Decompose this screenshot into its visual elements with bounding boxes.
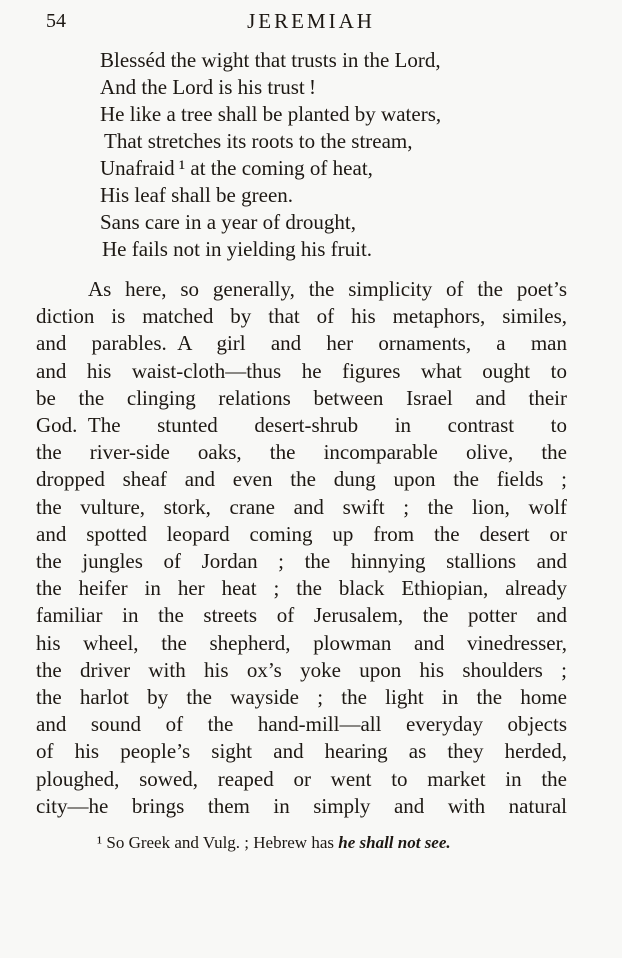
paragraph-line: be the clinging relations between Israel and their bbox=[36, 385, 567, 410]
paragraph-line: the river-side oaks, the incomparable olive, the bbox=[36, 440, 567, 465]
paragraph-line: God. The stunted desert-shrub in contrast to bbox=[36, 413, 567, 438]
poem-line: His leaf shall be green. bbox=[100, 183, 294, 207]
paragraph-line: the jungles of Jordan ; the hinnying stallions and bbox=[36, 549, 567, 574]
paragraph-line: the harlot by the wayside ; the light in the home bbox=[36, 685, 567, 710]
paragraph-line: of his people’s sight and hearing as they herded, bbox=[36, 739, 567, 764]
paragraph-line: familiar in the streets of Jerusalem, the potter and bbox=[36, 603, 567, 628]
page-number: 54 bbox=[46, 10, 66, 32]
running-head: JEREMIAH bbox=[247, 9, 375, 33]
paragraph-line: diction is matched by that of his metaphors, similes, bbox=[36, 304, 567, 329]
paragraph-line: and spotted leopard coming up from the desert or bbox=[36, 521, 567, 546]
poem-line: He fails not in yielding his fruit. bbox=[102, 237, 373, 261]
paragraph-line: the driver with his ox’s yoke upon his shoulders ; bbox=[36, 657, 567, 682]
footnote-marker: ¹ bbox=[97, 833, 103, 852]
poem-line: That stretches its roots to the stream, bbox=[104, 129, 413, 153]
paragraph-line: ploughed, sowed, reaped or went to market in the bbox=[36, 766, 567, 791]
footnote bbox=[97, 833, 451, 853]
paragraph-line: and his waist-cloth—thus he figures what ought to bbox=[36, 358, 567, 383]
footnote-emphasis: he shall not see. bbox=[338, 833, 451, 852]
paragraph-line: and parables. A girl and her ornaments, a man bbox=[36, 331, 567, 356]
poem-line: Sans care in a year of drought, bbox=[100, 210, 356, 234]
paragraph-line: and sound of the hand-mill—all everyday objects bbox=[36, 712, 567, 737]
paragraph-line: the heifer in her heat ; the black Ethiopian, already bbox=[36, 576, 567, 601]
poem-line: Unafraid ¹ at the coming of heat, bbox=[100, 156, 373, 180]
body-paragraph bbox=[36, 276, 567, 820]
poem-line: He like a tree shall be planted by waters, bbox=[100, 102, 442, 126]
paragraph-line: the vulture, stork, crane and swift ; the lion, wolf bbox=[36, 494, 567, 519]
paragraph-line: his wheel, the shepherd, plowman and vinedresser, bbox=[36, 630, 567, 655]
poem-block bbox=[100, 47, 441, 263]
paragraph-line: As here, so generally, the simplicity of the poet’s bbox=[88, 277, 567, 301]
poem-line: And the Lord is his trust ! bbox=[100, 75, 316, 99]
poem-line: Blesséd the wight that trusts in the Lord, bbox=[100, 48, 441, 72]
footnote-text: So Greek and Vulg. ; Hebrew has bbox=[102, 833, 339, 852]
paragraph-line: city—he brings them in simply and with natural bbox=[36, 793, 567, 818]
paragraph-line: dropped sheaf and even the dung upon the fields ; bbox=[36, 467, 567, 492]
